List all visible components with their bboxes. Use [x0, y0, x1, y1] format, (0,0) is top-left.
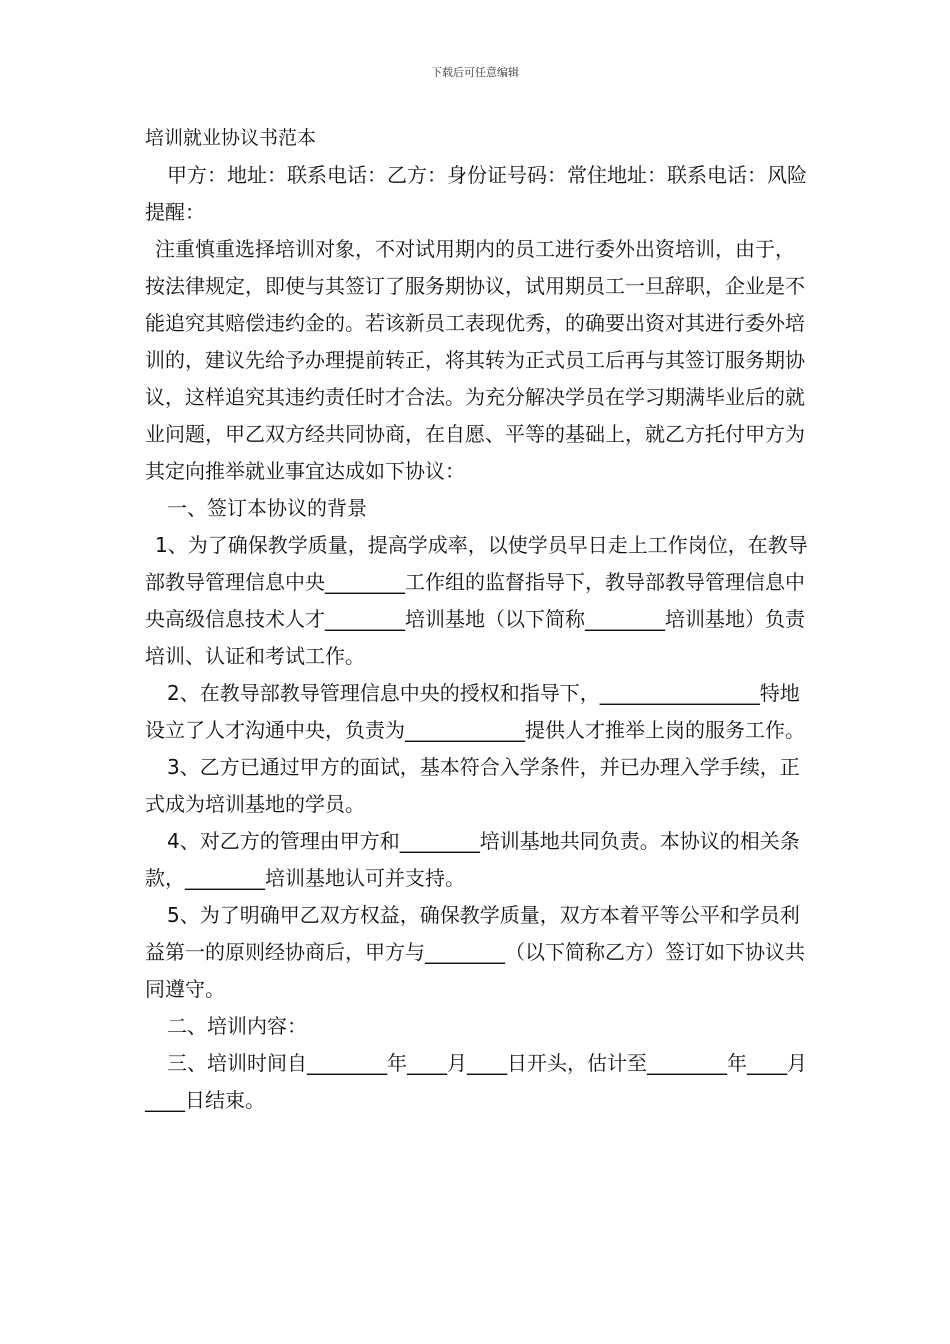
document-body: [145, 120, 813, 1119]
clause-2: 2、在教导部教导管理信息中央的授权和指导下，________________特地设立了人才沟通中央，负责为____________提供人才推举上岗的服务工作。: [145, 681, 805, 742]
paragraph-parties: 甲方：地址：联系电话：乙方：身份证号码：常住地址：联系电话：风险提醒：: [145, 163, 807, 224]
document-title: 培训就业协议书范本: [145, 127, 317, 149]
clause-5: 5、为了明确甲乙双方权益，确保教学质量，双方本着平等公平和学员利益第一的原则经协商后，甲方与________（以下简称乙方）签订如下协议共同遵守。: [145, 903, 805, 1001]
section-heading-background: 一、签订本协议的背景: [167, 496, 367, 520]
section-training-period: 三、培训时间自________年____月____日开头，估计至________年____月____日结束。: [145, 1051, 807, 1112]
paragraph-risk-reminder: 注重慎重选择培训对象，不对试用期内的员工进行委外出资培训，由于，按法律规定，即使与其签订了服务期协议，试用期员工一旦辞职，企业是不能追究其赔偿违约金的。若该新员工表现优秀，的确要出资对其进行委外培训的，建议先给予办理提前转正，将其转为正式员工后再与其签订服务期协议，这样追究其违约责任时才合法。为充分解决学员在学习期满毕业后的就业问题，甲乙双方经共同协商，在自愿、平等的基础上，就乙方托付甲方为其定向推举就业事宜达成如下协议：: [145, 237, 805, 483]
clause-1: 1、为了确保教学质量，提高学成率，以使学员早日走上工作岗位，在教导部教导管理信息中央________工作组的监督指导下，教导部教导管理信息中央高级信息技术人才________培训基地（以下简称________培训基地）负责培训、认证和考试工作。: [145, 533, 808, 668]
clause-3: 3、乙方已通过甲方的面试，基本符合入学条件，并已办理入学手续，正式成为培训基地的学员。: [145, 755, 800, 816]
clause-4: 4、对乙方的管理由甲方和________培训基地共同负责。本协议的相关条款，________培训基地认可并支持。: [145, 829, 800, 890]
section-heading-training-content: 二、培训内容：: [167, 1014, 307, 1038]
page-header-note: 下载后可任意编辑: [431, 66, 519, 79]
